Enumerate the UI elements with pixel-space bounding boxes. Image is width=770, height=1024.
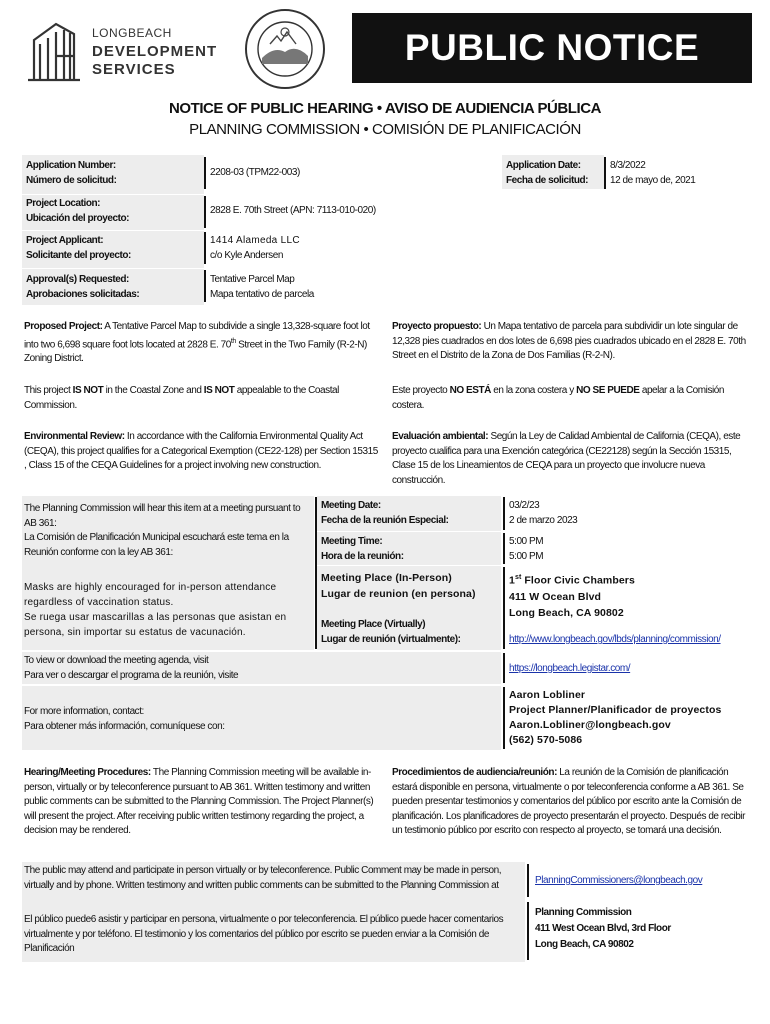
mailing-address: Planning Commission 411 West Ocean Blvd, 3rd Floor Long Beach, CA 90802 bbox=[535, 907, 671, 950]
public-participation-en: The public may attend and participate in person virtually or by teleconference. Public Comment may be made in person, virtually and by phone. Written testimony and written public comments can be submitted to the Planning Commission at bbox=[24, 865, 502, 891]
mask-statement: Masks are highly encouraged for in-person attendance regardless of vaccination status. Se ruega usar mascarillas a las personas que asistan en persona, sin importar su estatus de vacunación. bbox=[24, 582, 287, 638]
logo bbox=[26, 18, 226, 84]
meeting-time-label: Meeting Time: Hora de la reunión: bbox=[321, 536, 404, 562]
procedures-en: Hearing/Meeting Procedures: The Planning Commission meeting will be available in-person, virtually or by teleconference pursuant to AB 361. Written testimony and written public comments can be submitted to the Planning Commission. The Project Planner(s) will present the project. After receiving public written testimony regarding the project, a decision may be rendered. bbox=[24, 767, 374, 836]
building-logo-icon bbox=[26, 18, 82, 82]
approvals-label: Approval(s) Requested: Aprobaciones solicitadas: bbox=[26, 274, 140, 300]
environmental-review-es: Evaluación ambiental: Según la Ley de Calidad Ambiental de California (CEQA), este proyecto cualifica para una Exención categórica (CE22128) según la Sección 15315, Clase 15 de los Lineamientos de CEQA para un proyecto que involucre nueva construcción. bbox=[392, 431, 741, 486]
application-number-value: 2208-03 (TPM22-003) bbox=[210, 167, 300, 178]
contact-block: Aaron Lobliner Project Planner/Planificador de proyectos Aaron.Lobliner@longbeach.gov (562) 570-5086 bbox=[509, 689, 722, 746]
notice-subtitle: PLANNING COMMISSION • COMISIÓN DE PLANIFICACIÓN bbox=[189, 121, 581, 138]
proposed-project-es: Proyecto propuesto: Un Mapa tentativo de parcela para subdividir un lote singular de 12,328 pies cuadrados en dos lotes de 6,698 pies cuadrados ubicado en el 2828 E. 70th Street en el Distrito de la Zona de Dos Familias (R-2-N). bbox=[392, 321, 746, 361]
project-location-label: Project Location: Ubicación del proyecto: bbox=[26, 198, 130, 224]
project-location-value: 2828 E. 70th Street (APN: 7113-010-020) bbox=[210, 205, 376, 216]
public-participation-es: El público puede6 asistir y participar en persona, virtualmente o por teleconferencia. El público puede hacer comentarios virtualmente y por teléfono. El testimonio y los comentarios del público por escrito se pueden enviar a la Comisión de Planificación bbox=[24, 914, 504, 954]
notice-title: NOTICE OF PUBLIC HEARING • AVISO DE AUDIENCIA PÚBLICA bbox=[169, 100, 601, 117]
application-date-label: Application Date: Fecha de solicitud: bbox=[506, 160, 589, 186]
info-text: For more information, contact: Para obtener más información, comuníquese con: bbox=[24, 706, 225, 732]
project-applicant-label: Project Applicant: Solicitante del proyecto: bbox=[26, 235, 131, 261]
procedures-es: Procedimientos de audiencia/reunión: La reunión de la Comisión de planificación estará disponible en persona, virtualmente o por teleconferencia conforme a AB 361. Se pueden presentar testimonios y comentarios del público por escrito ante la Comisión de planificación. Los planificadores de proyecto presentarán el proyecto. Después de recibir un testimonio público por escrito con respecto al proyecto, se tomará una decisión. bbox=[392, 767, 745, 836]
city-seal-icon bbox=[244, 8, 326, 90]
coastal-zone-en: This project IS NOT in the Coastal Zone and IS NOT appealable to the Coastal Commission. bbox=[24, 385, 339, 411]
meeting-date-label: Meeting Date: Fecha de la reunión Especial: bbox=[321, 500, 449, 526]
logo-line-1: LONGBEACH bbox=[92, 26, 172, 40]
logo-line-3: SERVICES bbox=[92, 61, 176, 78]
commissioners-email-link[interactable]: PlanningCommissioners@longbeach.gov bbox=[535, 875, 703, 886]
meeting-place-value: 1st Floor Civic Chambers 411 W Ocean Blvd Long Beach, CA 90802 bbox=[509, 574, 635, 619]
agenda-link[interactable]: https://longbeach.legistar.com/ bbox=[509, 663, 631, 674]
project-applicant-value: 1414 Alameda LLC c/o Kyle Andersen bbox=[210, 235, 300, 261]
public-notice-banner: PUBLIC NOTICE bbox=[352, 13, 752, 83]
environmental-review-en: Environmental Review: In accordance with the California Environmental Quality Act (CEQA), this project qualifies for a Categorical Exemption (CE22-128) per Section 15315 , Class 15 of the CEQA Guidelines for a project involving new construction. bbox=[24, 431, 378, 471]
logo-line-2: DEVELOPMENT bbox=[92, 43, 218, 60]
hearing-statement: The Planning Commission will hear this item at a meeting pursuant to AB 361: La Comisión de Planificación Municipal escuchará este tema en la Reunión conforme con la ley AB 361: bbox=[24, 503, 301, 558]
approvals-value: Tentative Parcel Map Mapa tentativo de parcela bbox=[210, 274, 314, 300]
proposed-project-en: Proposed Project: A Tentative Parcel Map to subdivide a single 13,328-square foot lot into two 6,698 square foot lots located at 2828 E. 70th Street in the Two Family (R-2-N) Zoning District. bbox=[24, 321, 370, 365]
agenda-text: To view or download the meeting agenda, visit Para ver o descargar el programa de la reunión, visite bbox=[24, 655, 239, 681]
coastal-zone-es: Este proyecto NO ESTÁ en la zona costera y NO SE PUEDE apelar a la Comisión costera. bbox=[392, 385, 724, 411]
meeting-date-value: 03/2/23 2 de marzo 2023 bbox=[509, 500, 578, 526]
contact-email[interactable]: Aaron.Lobliner@longbeach.gov bbox=[509, 719, 671, 731]
virtual-place-label: Meeting Place (Virtually) Lugar de reunión (virtualmente): bbox=[321, 619, 461, 645]
virtual-meeting-link[interactable]: http://www.longbeach.gov/lbds/planning/commission/ bbox=[509, 634, 721, 645]
meeting-time-value: 5:00 PM 5:00 PM bbox=[509, 536, 544, 562]
application-number-label: Application Number: Número de solicitud: bbox=[26, 160, 117, 186]
application-date-value: 8/3/2022 12 de mayo de, 2021 bbox=[610, 160, 696, 186]
city-seal bbox=[244, 8, 326, 90]
meeting-place-label: Meeting Place (In-Person) Lugar de reunion (en persona) bbox=[321, 572, 476, 600]
